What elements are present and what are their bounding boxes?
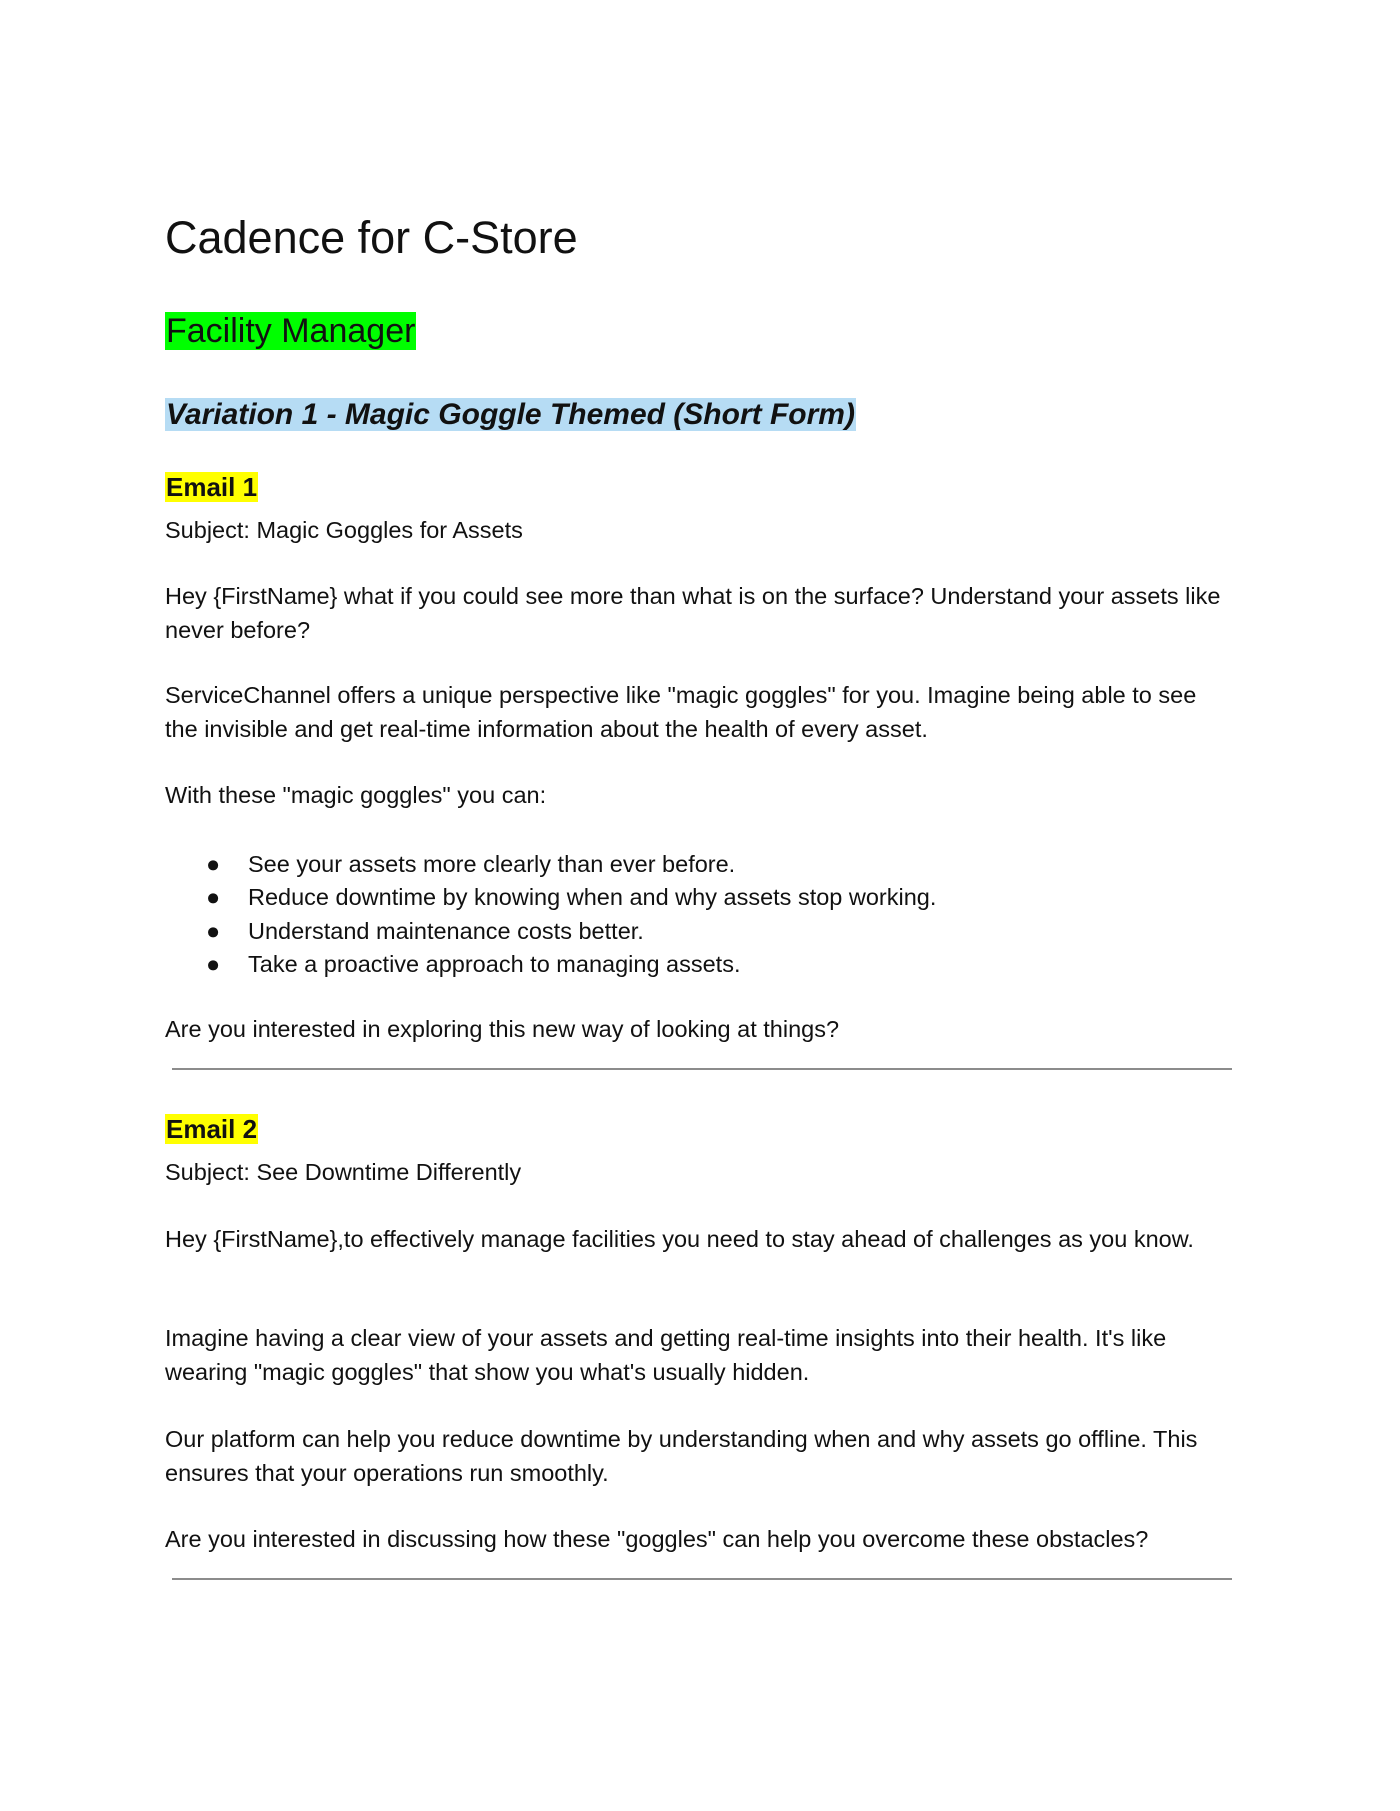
variation-heading-text: Variation 1 - Magic Goggle Themed (Short Form): [166, 398, 855, 431]
email-1-paragraph-2: ServiceChannel offers a unique perspective like "magic goggles" for you. Imagine being able to see the invisible and get real-time information about the health of every asset.: [165, 682, 1197, 742]
list-item-text: Take a proactive approach to managing assets.: [248, 950, 741, 977]
email-2-paragraph-4: Are you interested in discussing how these "goggles" can help you overcome these obstacles?: [165, 1526, 1149, 1552]
role-heading: [165, 309, 416, 354]
email-1-subject: Subject: Magic Goggles for Assets: [165, 517, 523, 543]
list-item-text: See your assets more clearly than ever before.: [248, 851, 736, 877]
list-item: [165, 848, 936, 881]
email-2-subject: Subject: See Downtime Differently: [165, 1159, 522, 1185]
section-divider: [172, 1068, 1232, 1070]
bullet-icon: ●: [206, 851, 221, 877]
email-2-paragraph-2: Imagine having a clear view of your assets and getting real-time insights into their health. It's like wearing "magic goggles" that show you what's usually hidden.: [165, 1325, 1167, 1385]
email-2-heading: [165, 1112, 258, 1146]
document-title: Cadence for C-Store: [165, 212, 578, 263]
section-divider: [172, 1578, 1232, 1580]
email-2-heading-text: Email 2: [166, 1114, 258, 1144]
email-1-heading-text: Email 1: [166, 472, 258, 502]
email-2-paragraph-1: Hey {FirstName},to effectively manage facilities you need to stay ahead of challenges as you know.: [165, 1226, 1194, 1252]
list-item-text: Reduce downtime by knowing when and why assets stop working.: [248, 884, 937, 911]
list-item: [165, 881, 936, 914]
bullet-icon: ●: [206, 917, 221, 944]
role-heading-text: Facility Manager: [166, 312, 416, 350]
email-2-paragraph-3: Our platform can help you reduce downtime by understanding when and why assets go offline. This ensures that your operations run smoothly.: [165, 1426, 1198, 1486]
bullet-icon: ●: [206, 950, 221, 977]
variation-heading: [165, 393, 856, 437]
bullet-icon: ●: [206, 884, 221, 911]
email-1-closing: Are you interested in exploring this new way of looking at things?: [165, 1016, 840, 1042]
email-1-paragraph-1: Hey {FirstName} what if you could see more than what is on the surface? Understand your assets like never before?: [165, 583, 1221, 643]
email-1-bullet-list: [165, 848, 936, 981]
list-item: [165, 915, 936, 948]
email-1-paragraph-3: With these "magic goggles" you can:: [165, 782, 547, 808]
list-item-text: Understand maintenance costs better.: [248, 917, 644, 944]
list-item: [165, 948, 936, 981]
email-1-heading: [165, 470, 258, 504]
